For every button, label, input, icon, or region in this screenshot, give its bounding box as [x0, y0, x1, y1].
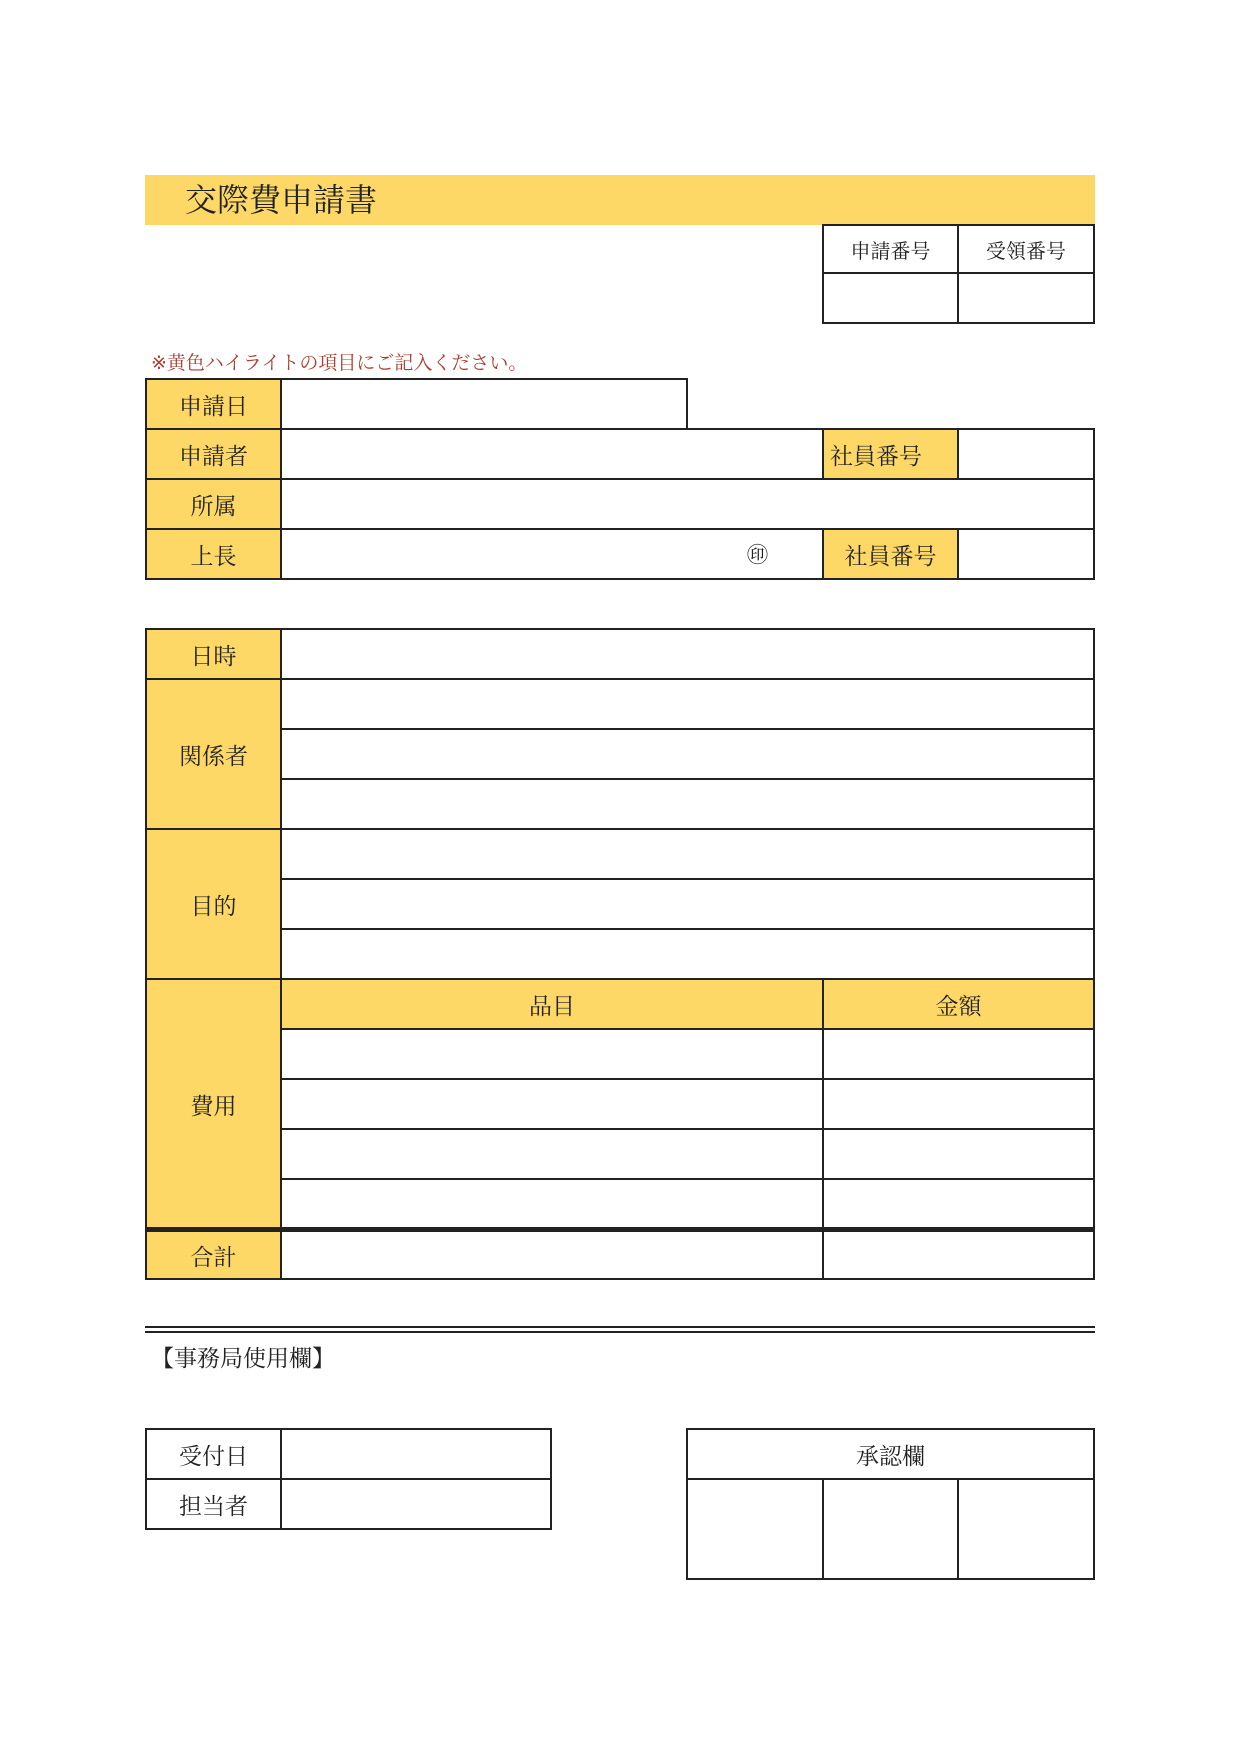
datetime-field[interactable]	[280, 628, 1095, 680]
approval-box-1[interactable]	[686, 1478, 824, 1580]
item-field-2[interactable]	[280, 1078, 824, 1130]
instruction-note: ※黄色ハイライトの項目にご記入ください。	[151, 352, 528, 374]
approval-box-3[interactable]	[957, 1478, 1095, 1580]
received-date-field[interactable]	[280, 1428, 552, 1480]
divider-line-bottom	[145, 1331, 1095, 1333]
amount-header: 金額	[822, 978, 1095, 1030]
item-field-3[interactable]	[280, 1128, 824, 1180]
application-number-field[interactable]	[822, 272, 959, 324]
cost-label: 費用	[145, 978, 282, 1230]
approval-box-2[interactable]	[822, 1478, 959, 1580]
receipt-number-label: 受領番号	[957, 224, 1095, 274]
person-in-charge-label: 担当者	[145, 1478, 282, 1530]
person-in-charge-field[interactable]	[280, 1478, 552, 1530]
employee-number-field-2[interactable]	[957, 528, 1095, 580]
total-label: 合計	[145, 1227, 282, 1280]
purpose-field-2[interactable]	[280, 878, 1095, 930]
purpose-label: 目的	[145, 828, 282, 980]
applicant-label: 申請者	[145, 428, 282, 480]
item-header: 品目	[280, 978, 824, 1030]
amount-field-2[interactable]	[822, 1078, 1095, 1130]
applicant-field[interactable]	[280, 428, 824, 480]
seal-icon: ㊞	[747, 543, 768, 567]
item-field-1[interactable]	[280, 1028, 824, 1080]
amount-field-1[interactable]	[822, 1028, 1095, 1080]
employee-number-label-1: 社員番号	[822, 428, 959, 480]
application-date-field[interactable]	[280, 378, 688, 430]
supervisor-field[interactable]	[280, 528, 824, 580]
parties-field-3[interactable]	[280, 778, 1095, 830]
department-field[interactable]	[280, 478, 1095, 530]
parties-field-2[interactable]	[280, 728, 1095, 780]
received-date-label: 受付日	[145, 1428, 282, 1480]
total-amount-field[interactable]	[822, 1227, 1095, 1280]
page-title: 交際費申請書	[185, 181, 378, 219]
application-date-label: 申請日	[145, 378, 282, 430]
application-number-label: 申請番号	[822, 224, 959, 274]
amount-field-4[interactable]	[822, 1178, 1095, 1230]
divider-line-top	[145, 1326, 1095, 1328]
purpose-field-1[interactable]	[280, 828, 1095, 880]
approval-label: 承認欄	[686, 1428, 1095, 1480]
datetime-label: 日時	[145, 628, 282, 680]
item-field-4[interactable]	[280, 1178, 824, 1230]
employee-number-field-1[interactable]	[957, 428, 1095, 480]
purpose-field-3[interactable]	[280, 928, 1095, 980]
supervisor-label: 上長	[145, 528, 282, 580]
office-use-heading: 【事務局使用欄】	[151, 1346, 335, 1372]
parties-label: 関係者	[145, 678, 282, 830]
amount-field-3[interactable]	[822, 1128, 1095, 1180]
receipt-number-field[interactable]	[957, 272, 1095, 324]
parties-field-1[interactable]	[280, 678, 1095, 730]
total-item-field[interactable]	[280, 1227, 824, 1280]
department-label: 所属	[145, 478, 282, 530]
employee-number-label-2: 社員番号	[822, 528, 959, 580]
